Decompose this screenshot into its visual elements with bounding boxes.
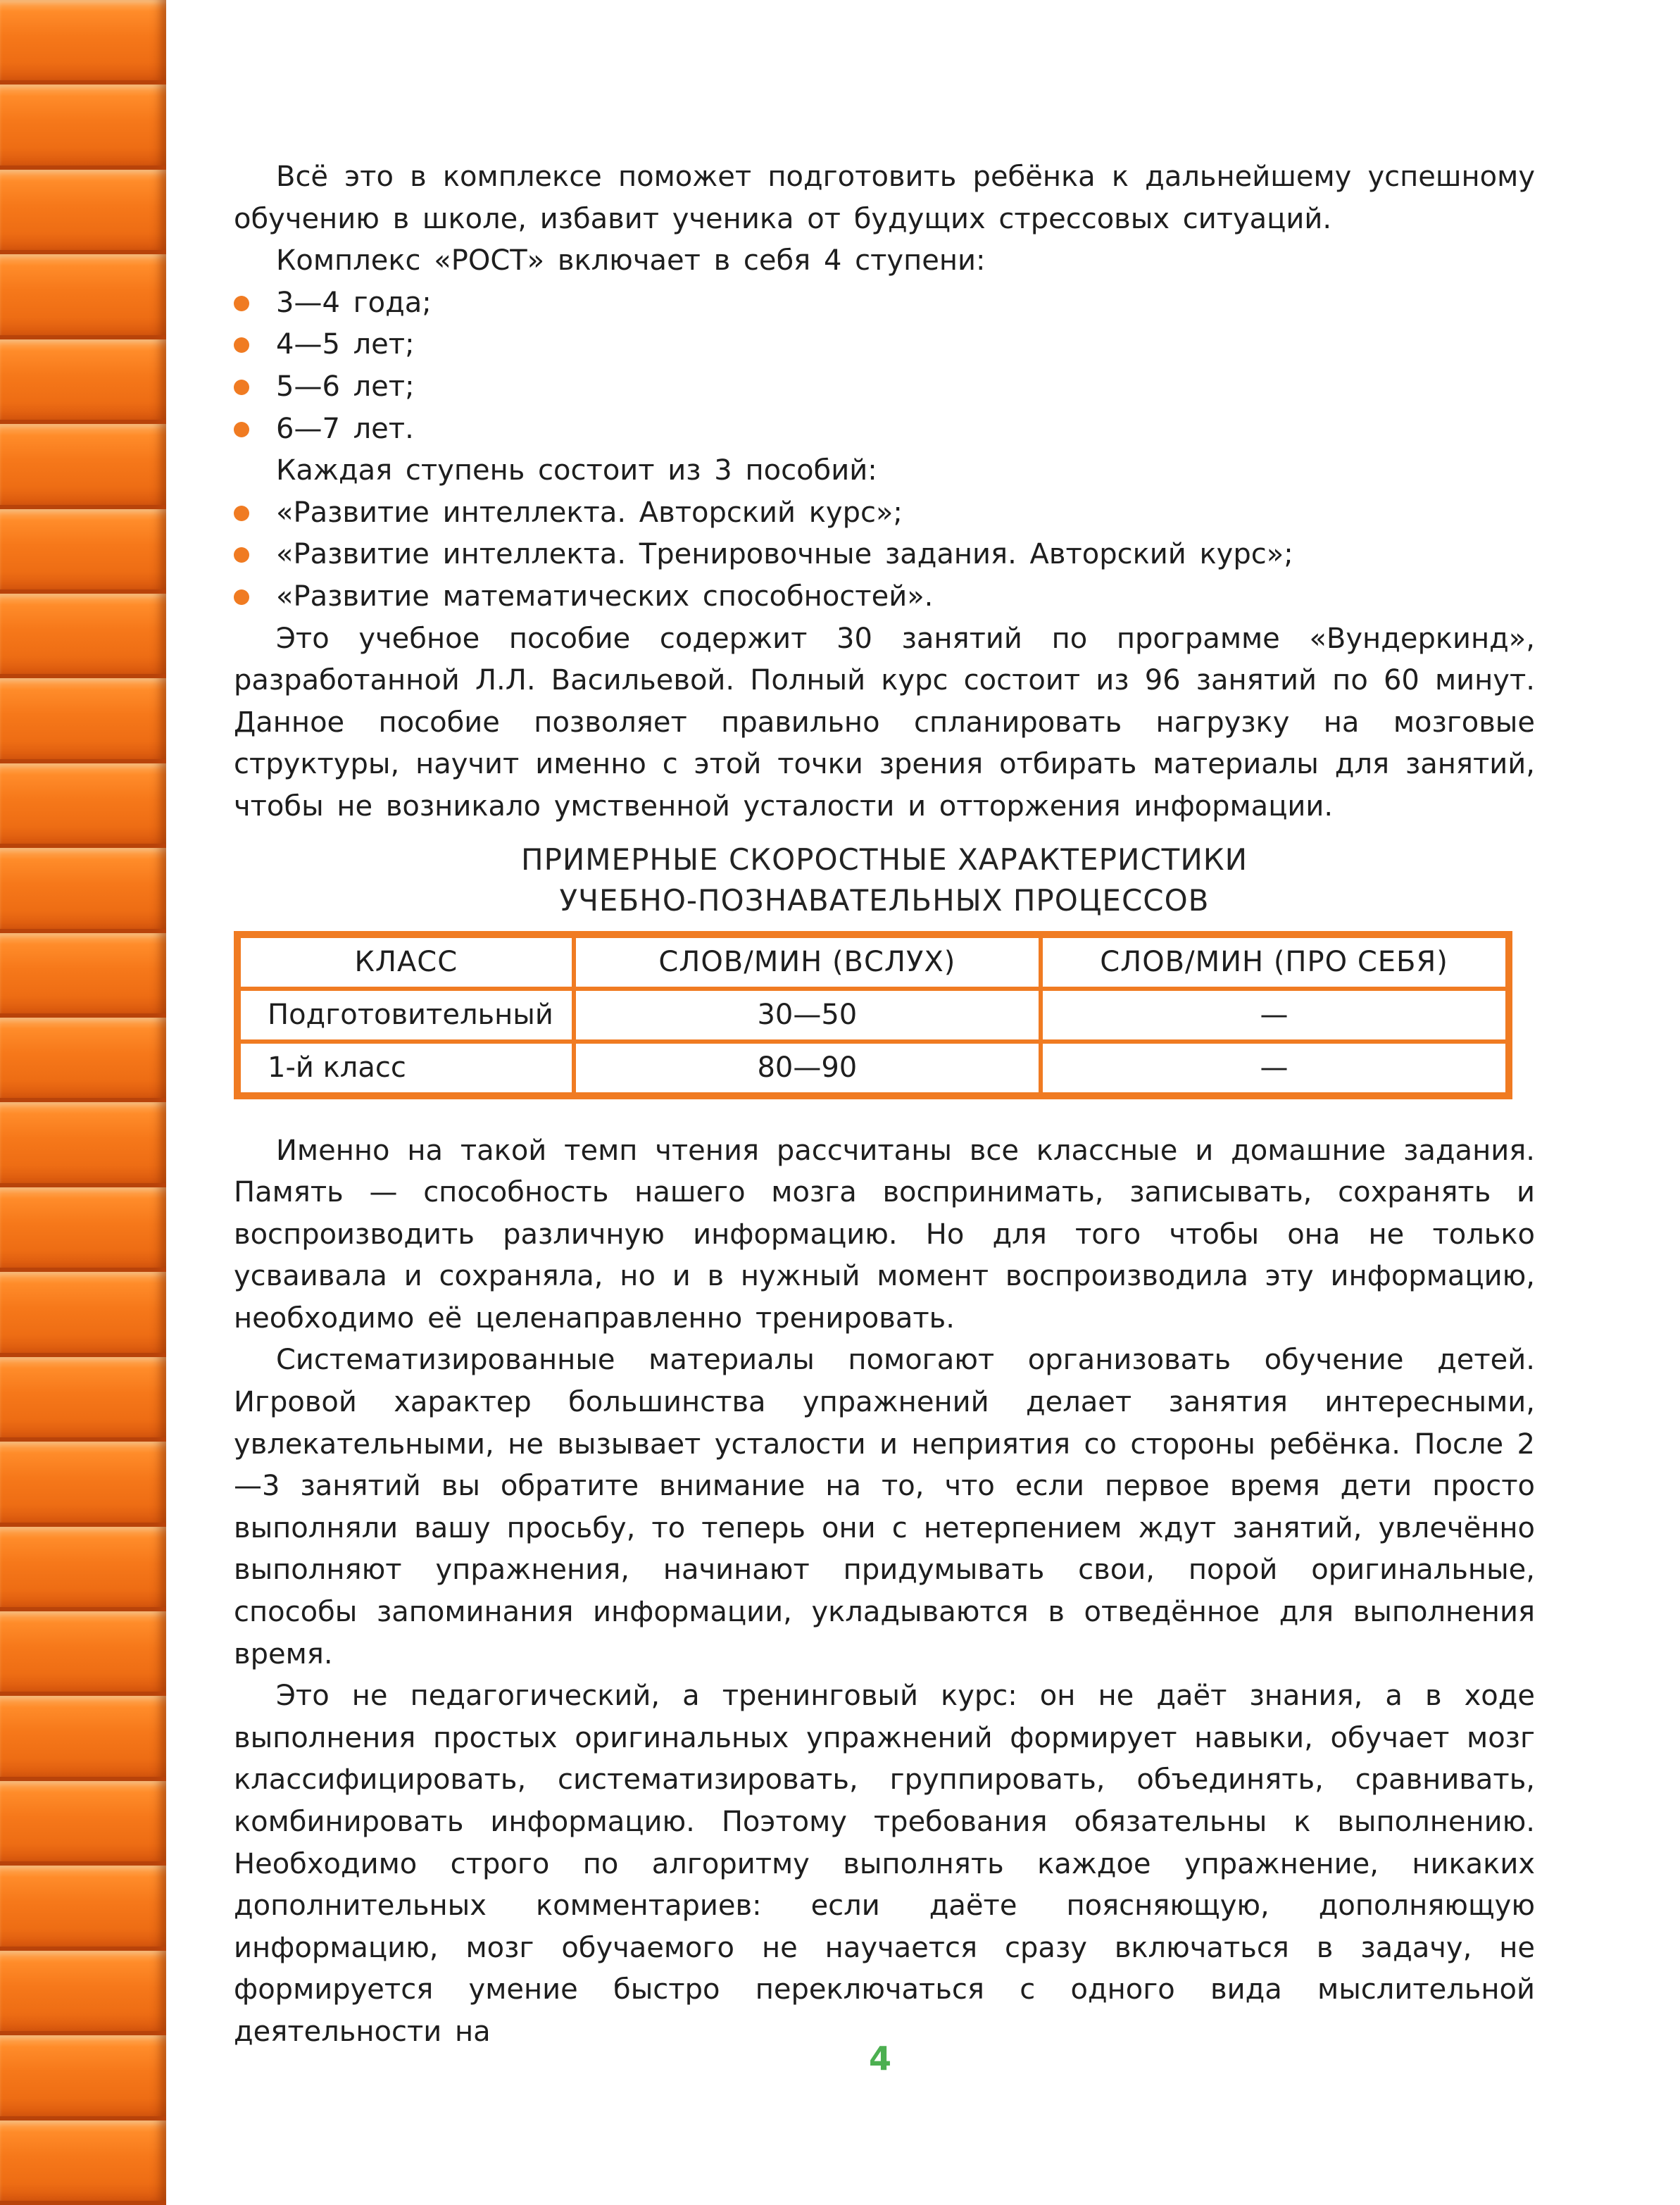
table-title-line: ПРИМЕРНЫЕ СКОРОСТНЫЕ ХАРАКТЕРИСТИКИ xyxy=(520,842,1248,877)
paragraph-training-course: Это не педагогический, а тренинговый курс: он не даёт знания, а в ходе выполнения простых оригинальных упражнений формирует навыки, обучает мозг классифицировать, систематизировать, группировать, объединять, сравнивать, комбинировать информацию. Поэтому требования обязательны к выполнению. Необходимо строго по алгоритму выполнять каждое упражнение, никаких дополнительных комментариев: если даёте поясняющую, дополняющую информацию, мозг обучаемого не научается сразу включаться в задачу, не формируется умение быстро переключаться с одного вида мыслительной деятельности на xyxy=(234,1680,1535,2048)
list-item: 3—4 года; xyxy=(234,282,1535,325)
page-content xyxy=(234,156,1535,2054)
list-item: «Развитие интеллекта. Авторский курс»; xyxy=(234,492,1535,535)
stripe-tile xyxy=(0,933,166,1018)
stripe-tile xyxy=(0,1102,166,1187)
table-header-cell: КЛАСС xyxy=(239,936,574,989)
bullet-dot-icon xyxy=(234,337,249,353)
decorative-side-stripe xyxy=(0,0,166,2205)
paragraph-intro: Всё это в комплексе поможет подготовить ребёнка к дальнейшему успешному обучению в школе, избавит ученика от будущих стрессовых ситуаций. xyxy=(234,161,1535,235)
table-row xyxy=(239,989,1507,1042)
page-number: 4 xyxy=(869,2040,892,2078)
stripe-tile xyxy=(0,170,166,254)
list-item: 5—6 лет; xyxy=(234,366,1535,408)
stripe-tile xyxy=(0,763,166,848)
paragraph-course-description: Это учебное пособие содержит 30 занятий по программе «Вундеркинд», разработанной Л.Л. Васильевой. Полный курс состоит из 96 занятий по 60 минут. Данное пособие позволяет правильно спланировать нагрузку на мозговые структуры, научит именно с этой точки зрения отбирать материалы для занятий, чтобы не возникало умственной усталости и отторжения информации. xyxy=(234,622,1535,823)
list-item: «Развитие математических способностей». xyxy=(234,576,1535,618)
table-cell: — xyxy=(1041,989,1507,1042)
list-item: «Развитие интеллекта. Тренировочные задания. Авторский курс»; xyxy=(234,534,1535,576)
stripe-tile xyxy=(0,678,166,763)
stripe-tile xyxy=(0,1018,166,1102)
paragraph-manuals-intro: Каждая ступень состоит из 3 пособий: xyxy=(276,454,877,487)
list-item: 4—5 лет; xyxy=(234,324,1535,366)
bullet-dot-icon xyxy=(234,296,249,311)
stripe-tile xyxy=(0,1442,166,1526)
table-cell: 30—50 xyxy=(574,989,1041,1042)
stripe-tile xyxy=(0,2120,166,2205)
list-item: 6—7 лет. xyxy=(234,408,1535,451)
stripe-tile xyxy=(0,1951,166,2035)
table-title-line: УЧЕБНО-ПОЗНАВАТЕЛЬНЫХ ПРОЦЕССОВ xyxy=(559,882,1210,918)
paragraph-memory: Именно на такой темп чтения рассчитаны все классные и домашние задания. Память — способность нашего мозга воспринимать, записывать, сохранять и воспроизводить различную информацию. Но для того чтобы она не только усваивала и сохраняла, но и в нужный момент воспроизводила эту информацию, необходимо её целенаправленно тренировать. xyxy=(234,1134,1535,1335)
table-row xyxy=(239,1042,1507,1094)
manuals-list xyxy=(234,492,1535,618)
stripe-tile xyxy=(0,424,166,508)
stripe-tile xyxy=(0,848,166,932)
bullet-dot-icon xyxy=(234,422,249,437)
stripe-tile xyxy=(0,339,166,424)
table-cell: Подготовительный xyxy=(239,989,574,1042)
stripe-tile xyxy=(0,1611,166,1696)
stripe-tile xyxy=(0,594,166,678)
stripe-tile xyxy=(0,509,166,594)
bullet-dot-icon xyxy=(234,380,249,395)
stripe-tile xyxy=(0,1527,166,1611)
table-header-cell: СЛОВ/МИН (ПРО СЕБЯ) xyxy=(1041,936,1507,989)
table-header-cell: СЛОВ/МИН (ВСЛУХ) xyxy=(574,936,1041,989)
table-header-row xyxy=(239,936,1507,989)
bullet-dot-icon xyxy=(234,506,249,521)
table-cell: — xyxy=(1041,1042,1507,1094)
bullet-dot-icon xyxy=(234,589,249,605)
stripe-tile xyxy=(0,1696,166,1780)
paragraph-stages-intro: Комплекс «РОСТ» включает в себя 4 ступени: xyxy=(276,244,986,277)
stripe-tile xyxy=(0,2035,166,2120)
stripe-tile xyxy=(0,254,166,339)
paragraph-materials: Систематизированные материалы помогают организовать обучение детей. Игровой характер большинства упражнений делает занятия интересными, увлекательными, не вызывает усталости и неприятия со стороны ребёнка. После 2—3 занятий вы обратите внимание на то, что если первое время дети просто выполняли вашу просьбу, то теперь они с нетерпением ждут занятий, увлечённо выполняют упражнения, начинают придумывать свои, порой оригинальные, способы запоминания информации, укладываются в отведённое для выполнения время. xyxy=(234,1344,1535,1670)
stripe-tile xyxy=(0,1357,166,1442)
stripe-tile xyxy=(0,85,166,169)
reading-speed-table xyxy=(234,931,1512,1099)
stripe-tile xyxy=(0,1187,166,1272)
table-cell: 1-й класс xyxy=(239,1042,574,1094)
stripe-tile xyxy=(0,1781,166,1866)
bullet-dot-icon xyxy=(234,547,249,563)
table-title xyxy=(234,839,1535,921)
stripe-tile xyxy=(0,0,166,85)
stripe-tile xyxy=(0,1866,166,1950)
stages-list xyxy=(234,282,1535,450)
table-cell: 80—90 xyxy=(574,1042,1041,1094)
stripe-tile xyxy=(0,1272,166,1356)
